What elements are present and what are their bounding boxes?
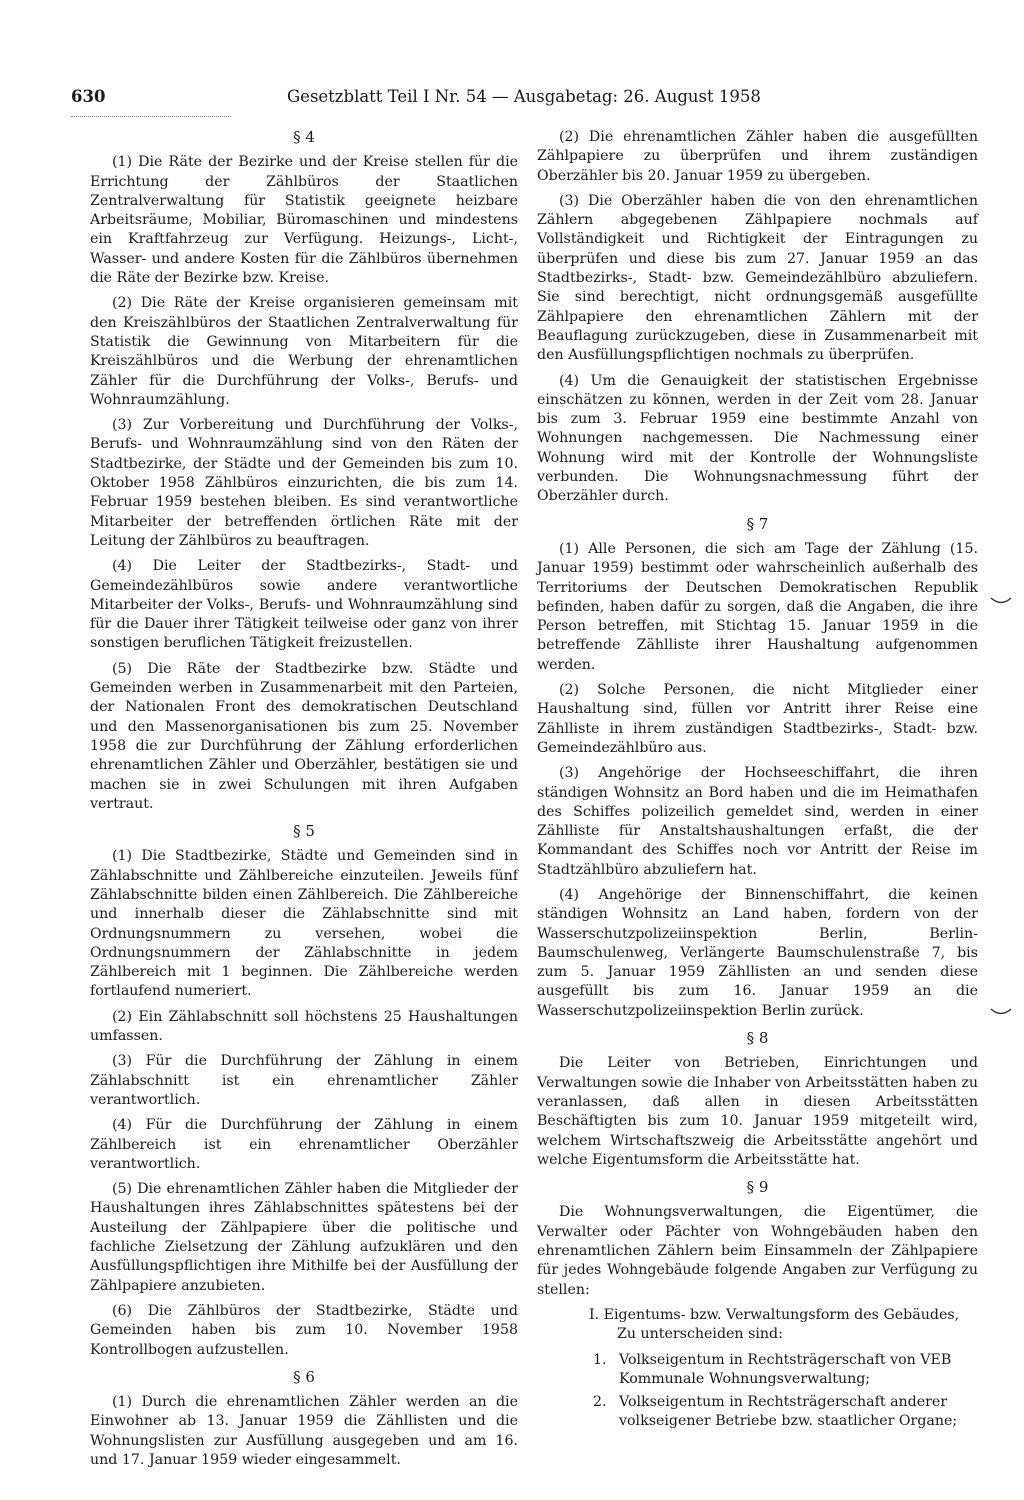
list-heading: I. Eigentums- bzw. Verwaltungsform des Gebäudes,	[589, 1306, 960, 1323]
section-heading-6: § 6	[293, 1367, 315, 1386]
paragraph: (4) Die Leiter der Stadtbezirks-, Stadt- und Gemeindezählbüros sowie andere verantwortliche Mitarbeiter der Volks-, Berufs- und Wohnraumzählung sind für die Dauer ihrer Tätigkeit teilweise oder ganz von ihrer sonstigen beruflichen Tätigkeit freizustellen.	[90, 558, 518, 652]
list-item	[593, 1393, 978, 1432]
list-subheading: Zu unterscheiden sind:	[617, 1326, 783, 1343]
paragraph: (1) Die Stadtbezirke, Städte und Gemeinden sind in Zählabschnitte und Zählbereiche einzuteilen. Jeweils fünf Zählabschnitte bilden einen Zählbereich. Die Zählbereiche und innerhalb dieser die Zählabschnitte sind mit Ordnungsnummern zu versehen, wobei die Ordnungsnummern der Zählabschnitte in jedem Zählbereich mit 1 beginnen. Die Zählbereiche werden fortlaufend numeriert.	[90, 848, 518, 1000]
header-title: Gesetzblatt Teil I Nr. 54 — Ausgabetag: 26. August 1958	[287, 87, 761, 106]
header-rule	[71, 116, 231, 117]
paragraph: (2) Die Räte der Kreise organisieren gemeinsam mit den Kreiszählbüros der Staatlichen Zentralverwaltung für Statistik die Gewinnung von Mitarbeitern für die Kreiszählbüros und die Werbung der ehrenamtlichen Zähler für die Durchführung der Volks-, Berufs- und Wohnraumzählung.	[90, 295, 518, 408]
section-heading-9: § 9	[746, 1178, 769, 1197]
page-number: 630	[71, 87, 106, 106]
margin-mark-icon	[990, 1007, 1012, 1017]
paragraph: Die Leiter von Betrieben, Einrichtungen und Verwaltungen sowie die Inhaber von Arbeitsstätten haben zu veranlassen, daß allen in diesen Arbeitsstätten Beschäftigten bis zum 10. Januar 1959 mitgeteilt wird, welchem Wirtschaftszweig die Arbeitsstätte angehört und welche Eigentumsform die Arbeitsstätte hat.	[537, 1055, 978, 1168]
paragraph: (3) Die Oberzähler haben die von den ehrenamtlichen Zählern abgegebenen Zählpapiere nochmals auf Vollständigkeit und Richtigkeit der Eintragungen zu überprüfen und diese bis zum 27. Januar 1959 an das Stadtbezirks-, Stadt- bzw. Gemeindezählbüro abzuliefern. Sie sind berechtigt, nicht ordnungsgemäß ausgefüllte Zählpapiere den ehrenamtlichen Zählern mit der Beauflagung zurückzugeben, diese in Zusammenarbeit mit den Ausfüllungspflichtigen nochmals zu überprüfen.	[537, 192, 978, 364]
margin-mark-icon	[990, 596, 1012, 606]
paragraph: (3) Angehörige der Hochseeschiffahrt, die ihren ständigen Wohnsitz an Bord haben und die im Heimathafen des Schiffes polizeilich gemeldet sind, werden in einer Zählliste für Anstaltshaushaltungen erfaßt, die der Kommandant des Schiffes noch vor Antritt der Reise im Stadtzählbüro abzuliefern hat.	[537, 765, 978, 878]
list-item-number: 1.	[593, 1351, 607, 1368]
paragraph: Die Wohnungsverwaltungen, die Eigentümer, die Verwalter oder Pächter von Wohngebäuden haben den ehrenamtlichen Zählern beim Einsammeln der Zählpapiere für jedes Wohngebäude folgende Angaben zur Verfügung zu stellen:	[537, 1204, 978, 1298]
list-item-number: 2.	[593, 1394, 607, 1411]
list-item	[593, 1351, 978, 1390]
paragraph: (2) Ein Zählabschnitt soll höchstens 25 Haushaltungen umfassen.	[90, 1008, 518, 1045]
section-heading-7: § 7	[746, 514, 769, 533]
paragraph: (1) Die Räte der Bezirke und der Kreise stellen für die Errichtung der Zählbüros der Staatlichen Zentralverwaltung für Statistik geeignete heizbare Arbeitsräume, Mobiliar, Büromaschinen und mindestens ein Kraftfahrzeug zur Verfügung. Heizungs-, Licht-, Wasser- und andere Kosten für die Zählbüros übernehmen die Räte der Bezirke bzw. Kreise.	[90, 154, 518, 287]
paragraph: (5) Die ehrenamtlichen Zähler haben die Mitglieder der Haushaltungen ihres Zählabschnittes spätestens bei der Austeilung der Zählpapiere über die politische und fachliche Zielsetzung der Zählung aufzuklären und den Ausfüllungspflichtigen ihre Mithilfe bei der Ausfüllung der Zählpapiere anzubieten.	[90, 1181, 518, 1294]
paragraph: (4) Angehörige der Binnenschiffahrt, die keinen ständigen Wohnsitz an Land haben, fordern von der Wasserschutzpolizeiinspektion Berlin, Berlin-Baumschulenweg, Verlängerte Baumschulenstraße 7, bis zum 5. Januar 1959 Zähllisten an und senden diese ausgefüllt bis zum 16. Januar 1959 an die Wasserschutzpolizeiinspektion Berlin zurück.	[537, 886, 978, 1019]
paragraph: (2) Die ehrenamtlichen Zähler haben die ausgefüllten Zählpapiere zu überprüfen und ihrem zuständigen Oberzähler bis 20. Januar 1959 zu übergeben.	[537, 129, 978, 184]
paragraph: (1) Durch die ehrenamtlichen Zähler werden an die Einwohner ab 13. Januar 1959 die Zähllisten und die Wohnungslisten zur Ausfüllung ausgegeben und am 16. und 17. Januar 1959 wieder eingesammelt.	[90, 1394, 518, 1468]
right-column	[537, 128, 978, 1436]
paragraph: (2) Solche Personen, die nicht Mitglieder einer Haushaltung sind, füllen vor Antritt ihrer Reise eine Zählliste in ihrem zuständigen Stadtbezirks-, Stadt- bzw. Gemeindezählbüro aus.	[537, 682, 978, 756]
section-heading-8: § 8	[746, 1029, 769, 1048]
left-column	[90, 128, 518, 1470]
paragraph: (4) Für die Durchführung der Zählung in einem Zählbereich ist ein ehrenamtlicher Oberzähler verantwortlich.	[90, 1117, 518, 1172]
paragraph: (1) Alle Personen, die sich am Tage der Zählung (15. Januar 1959) bestimmt oder wahrscheinlich außerhalb des Territoriums der Deutschen Demokratischen Republik befinden, haben dafür zu sorgen, daß die Angaben, die ihre Person betreffen, mit Stichtag 15. Januar 1959 in die betreffende Zählliste ihrer Haushaltung aufgenommen werden.	[537, 540, 978, 673]
paragraph: (3) Zur Vorbereitung und Durchführung der Volks-, Berufs- und Wohnraumzählung sind von den Räten der Stadtbezirke, der Städte und der Gemeinden bis zum 10. Oktober 1958 Zählbüros einzurichten, die bis zum 14. Februar 1959 bestehen bleiben. Es sind verantwortliche Mitarbeiter der betreffenden örtlichen Räte mit der Leitung der Zählbüros zu beauftragen.	[90, 417, 518, 549]
list-item-text: Volkseigentum in Rechtsträgerschaft anderer volkseigener Betriebe bzw. staatlicher Organe;	[619, 1394, 958, 1430]
paragraph: (3) Für die Durchführung der Zählung in einem Zählabschnitt ist ein ehrenamtlicher Zähler verantwortlich.	[90, 1053, 518, 1108]
list-item-text: Volkseigentum in Rechtsträgerschaft von VEB Kommunale Wohnungsverwaltung;	[619, 1351, 952, 1387]
paragraph: (4) Um die Genauigkeit der statistischen Ergebnisse einschätzen zu können, werden in der Zeit vom 28. Januar bis zum 3. Februar 1959 eine bestimmte Anzahl von Wohnungen nachgemessen. Die Nachmessung einer Wohnung wird mit der Kontrolle der Wohnungsliste verbunden. Die Wohnungsnachmessung führt der Oberzähler durch.	[537, 372, 978, 505]
paragraph: (6) Die Zählbüros der Stadtbezirke, Städte und Gemeinden haben bis zum 10. November 1958 Kontrollbogen aufzustellen.	[90, 1302, 518, 1358]
section-heading-5: § 5	[293, 822, 315, 841]
page-header	[71, 87, 971, 111]
paragraph: (5) Die Räte der Stadtbezirke bzw. Städte und Gemeinden werben in Zusammenarbeit mit den Parteien, der Nationalen Front des demokratischen Deutschland und den Massenorganisationen bis zum 25. November 1958 die zur Durchführung der Zählung erforderlichen ehrenamtlichen Zähler und Oberzähler, bestätigen sie und machen sie in zwei Schulungen mit ihren Aufgaben vertraut.	[90, 660, 518, 812]
section-heading-4: § 4	[293, 128, 315, 146]
